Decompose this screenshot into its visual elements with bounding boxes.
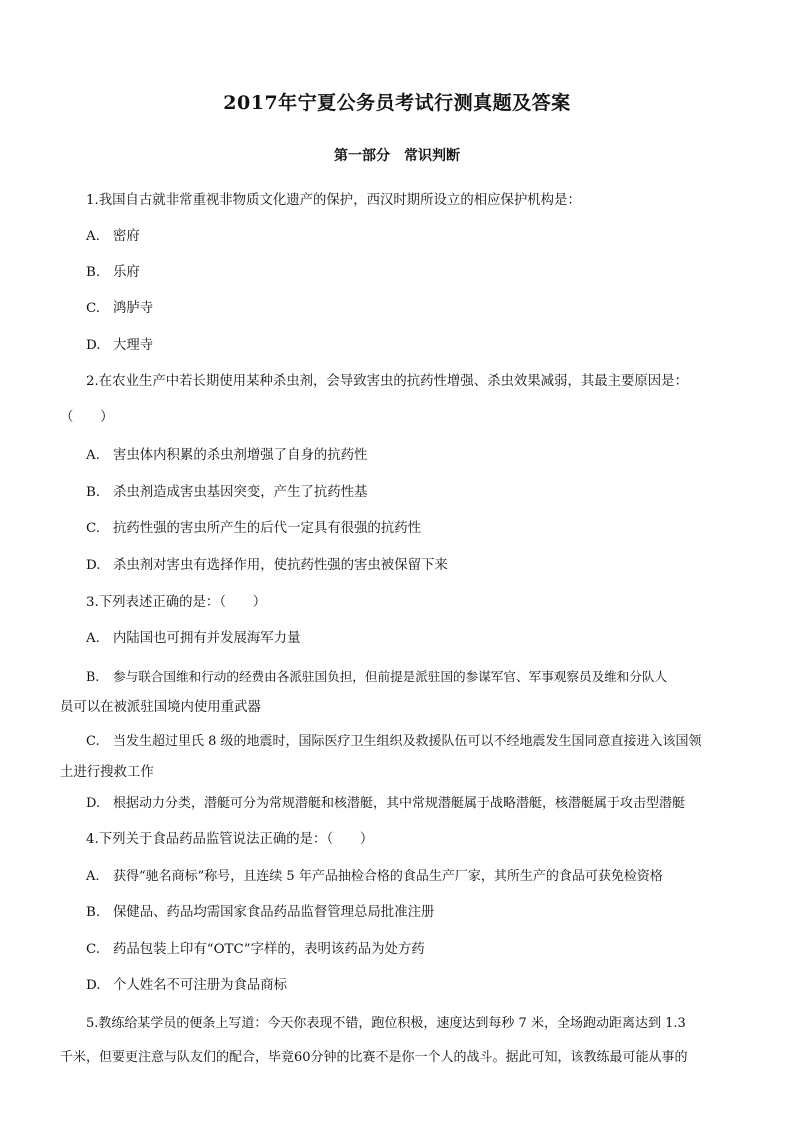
option-text: 乐府 <box>113 265 140 280</box>
option-continuation: 员可以在被派驻国境内使用重武器 <box>60 700 261 715</box>
answer-option <box>86 228 140 246</box>
option-text: 保健品、药品均需国家食品药品监督管理总局批准注册 <box>113 905 435 920</box>
answer-option <box>86 447 367 465</box>
option-text: 当发生超过里氏 8 级的地震时，国际医疗卫生组织及救援队伍可以不经地震发生国同意直接进入该国领 <box>113 734 702 749</box>
question-stem: 1.我国自古就非常重视非物质文化遗产的保护，西汉时期所设立的相应保护机构是： <box>86 193 581 208</box>
answer-option <box>86 520 421 538</box>
question-stem: 3.下列表述正确的是：（ ） <box>86 595 267 610</box>
answer-option <box>86 300 153 318</box>
section-heading: 第一部分 常识判断 <box>334 148 460 164</box>
answer-option <box>86 941 425 959</box>
option-label: D. <box>86 558 101 573</box>
question-stem: 2.在农业生产中若长期使用某种杀虫剂，会导致害虫的抗药性增强、杀虫效果减弱，其最主要原因是： <box>86 374 688 389</box>
option-label: A. <box>86 448 100 463</box>
option-label: D. <box>86 978 101 993</box>
option-text: 根据动力分类，潜艇可分为常规潜艇和核潜艇，其中常规潜艇属于战略潜艇，核潜艇属于攻击型潜艇 <box>113 796 686 811</box>
option-label: D. <box>86 796 101 811</box>
question-stem: 4.下列关于食品药品监管说法正确的是：（ ） <box>86 832 374 847</box>
answer-option <box>86 484 367 502</box>
answer-option <box>86 733 702 751</box>
option-text: 药品包装上印有“OTC”字样的，表明该药品为处方药 <box>113 942 425 957</box>
answer-option <box>86 668 667 686</box>
document-title: 2017年宁夏公务员考试行测真题及答案 <box>223 92 571 114</box>
option-text: 大理寺 <box>113 338 154 353</box>
option-text: 抗药性强的害虫所产生的后代一定具有很强的抗药性 <box>113 521 421 536</box>
answer-option <box>86 557 448 575</box>
answer-option <box>86 630 300 648</box>
option-label: B. <box>86 669 100 684</box>
option-text: 杀虫剂对害虫有选择作用，使抗药性强的害虫被保留下来 <box>113 558 448 573</box>
answer-option <box>86 264 140 282</box>
question-stem-continuation: 千米，但要更注意与队友们的配合，毕竟60分钟的比赛不是你一个人的战斗。据此可知，该教练最可能从事的 <box>60 1050 688 1065</box>
option-label: B. <box>86 905 101 920</box>
option-text: 获得“驰名商标”称号，且连续 5 年产品抽检合格的食品生产厂家，其所生产的食品可获免检资格 <box>113 869 663 884</box>
option-text: 参与联合国维和行动的经费由各派驻国负担，但前提是派驻国的参谋军官、军事观察员及维和分队人 <box>113 669 668 684</box>
answer-option <box>86 904 434 922</box>
option-text: 密府 <box>113 229 140 244</box>
answer-option <box>86 977 287 995</box>
option-label: C. <box>86 734 100 749</box>
question-stem-continuation: （ ） <box>60 410 114 425</box>
option-label: A. <box>86 631 100 646</box>
option-text: 鸿胪寺 <box>113 301 154 316</box>
option-text: 害虫体内积累的杀虫剂增强了自身的抗药性 <box>113 448 368 463</box>
option-label: C. <box>86 942 101 957</box>
option-label: B. <box>86 485 101 500</box>
option-text: 个人姓名不可注册为食品商标 <box>113 978 288 993</box>
option-label: A. <box>86 869 100 884</box>
option-label: B. <box>86 265 101 280</box>
option-label: A. <box>86 229 100 244</box>
option-text: 杀虫剂造成害虫基因突变，产生了抗药性基 <box>113 485 368 500</box>
option-label: D. <box>86 338 101 353</box>
answer-option <box>86 868 663 886</box>
answer-option <box>86 795 685 813</box>
option-label: C. <box>86 521 101 536</box>
option-label: C. <box>86 301 101 316</box>
option-text: 内陆国也可拥有并发展海军力量 <box>113 631 301 646</box>
answer-option <box>86 337 153 355</box>
option-continuation: 土进行搜救工作 <box>60 765 154 780</box>
question-stem: 5.教练给某学员的便条上写道：今天你表现不错，跑位积极，速度达到每秒 7 米，全场跑动距离达到 1.3 <box>86 1016 686 1031</box>
